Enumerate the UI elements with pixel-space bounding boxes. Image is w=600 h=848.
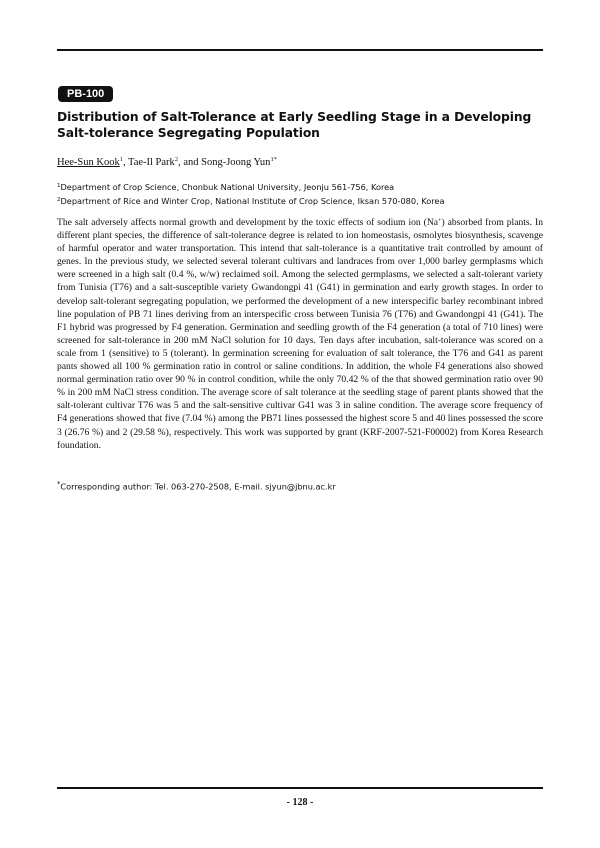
top-rule: [57, 49, 543, 51]
affiliation-text: Department of Rice and Winter Crop, National Institute of Crop Science, Iksan 570-080, Korea: [60, 195, 445, 206]
author-separator: , and: [178, 157, 202, 168]
affiliations: [57, 180, 543, 207]
corresponding-mark: *: [57, 480, 61, 488]
abstract-text: The salt adversely affects normal growth and development by the toxic effects of sodium ion (Na: [57, 217, 439, 228]
bottom-rule: [57, 787, 543, 789]
author-name: Tae-Il Park: [128, 157, 175, 168]
abstract-text: ) absorbed from plants. In different plant species, the difference of salt-tolerance degree is related to ion homeostasis, osmolytes biosynthesis, scavenge of harmful operator and water transportation. This intend that salt-tolerance is a quantitative trait controlled by amount of genes. In the previous study, we selected several tolerant cultivars and landraces from over 1,000 barley germplasms which were screened in a high salt (0.4 %, w/w) reclaimed soil. Among the selected germplasms, we selected a salt-tolerant variety from Tunisia (T76) and a salt-susceptible variety Gwandongpi 41 (G41) in germination and early growth stages. In order to develop salt-tolerant segregating population, we performed the development of a new interspecific barley recombinant inbred line population of PB 71 lines deriving from an interspecific cross between Tunisia 76 (T76) and Gwandongpi 41 (G41). The F1 hybrid was progressed by F4 generation. Germination and seedling growth of the F4 generation (a total of 710 lines) were screened for salt-tolerance in 200 mM NaCl solution for 10 days. Ten days after incubation, salt-tolerance was scored on a scale from 1 (sensitive) to 5 (tolerant). In germination screening for evaluation of salt tolerance, the T76 and G41 as parent pants showed all 100 % germination ratio in control or saline conditions. In addition, the whole F4 generations also showed normal germination ratio over 90 % in control condition, while the only 70.42 % of the that showed germination ratio over 90 % in 200 mM NaCl stress condition. The average score of salt tolerance at the seedling stage of parent plants showed that the salt-tolerant cultivar T76 was 5 and the salt-sensitive cultivar G41 was 3 in saline condition. The average score frequency of F4 generations showed that five (7.04 %) among the PB71 lines possessed the highest score 5 and 40 lines possessed the score 3 (26.76 %) and 2 (29.58 %), respectively. This work was supported by grant (KRF-2007-521-F00002) from Korea Research foundation.: [57, 217, 543, 451]
corresponding-author-note: [57, 478, 543, 493]
sodium-ion-charge: +: [438, 218, 442, 224]
affiliation-line: [57, 180, 543, 194]
affiliation-text: Department of Crop Science, Chonbuk National University, Jeonju 561-756, Korea: [60, 182, 395, 192]
paper-title: Distribution of Salt-Tolerance at Early Seedling Stage in a Developing Salt-tolerance Segregating Population: [57, 110, 532, 140]
affiliation-mark: 1: [57, 183, 61, 189]
author-affiliation-mark: 1: [119, 156, 123, 163]
author-affiliation-mark: 2: [174, 156, 179, 163]
page-number: - 128 -: [286, 797, 314, 808]
affiliation-line: [57, 194, 543, 208]
abstract: [57, 215, 543, 452]
author-name: Hee-Sun Kook: [57, 157, 120, 168]
author-separator: ,: [122, 157, 129, 168]
author-affiliation-mark: 1*: [270, 156, 277, 163]
poster-id-badge: PB-100: [58, 86, 113, 102]
author-name: Song-Joong Yun: [201, 157, 271, 168]
affiliation-mark: 2: [57, 196, 61, 203]
corresponding-author-text: Corresponding author: Tel. 063-270-2508, E-mail. sjyun@jbnu.ac.kr: [60, 481, 336, 492]
author-list: [57, 153, 543, 169]
